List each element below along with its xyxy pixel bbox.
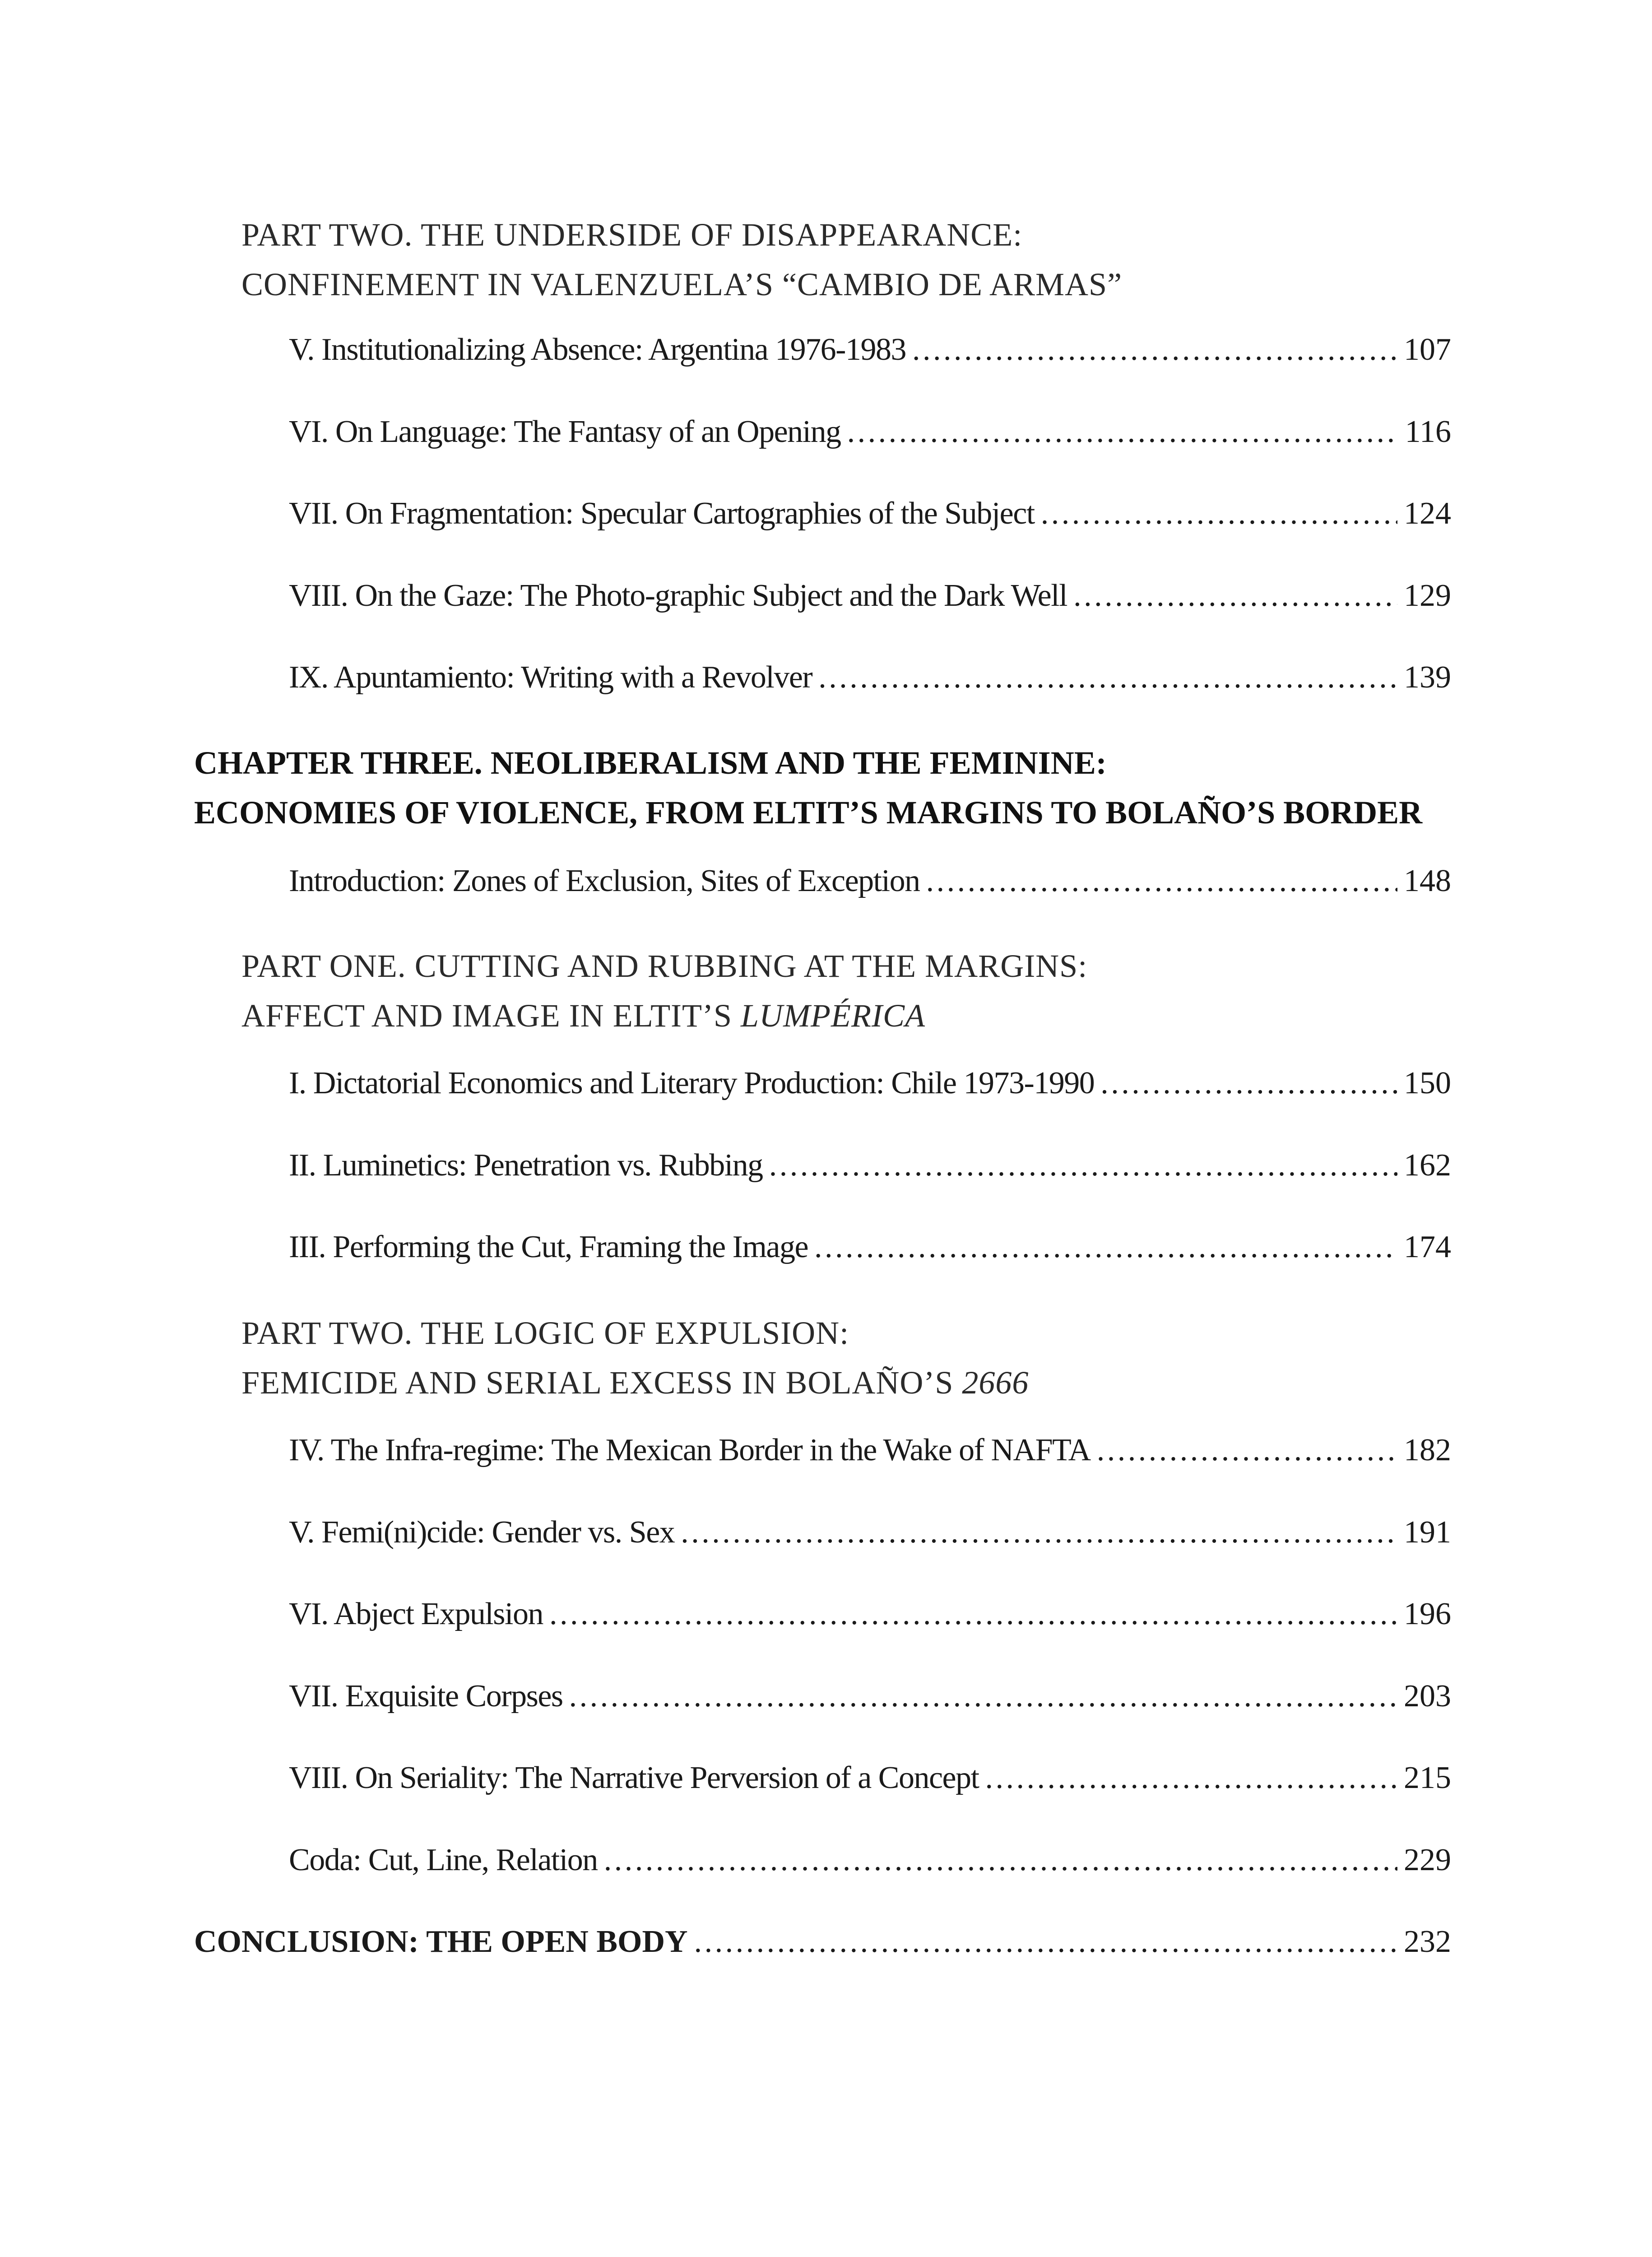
entry-title: VII. Exquisite Corpses [289, 1679, 563, 1714]
entry-page-number: 229 [1404, 1843, 1451, 1877]
dot-leader [1041, 496, 1397, 532]
heading-line: PART ONE. CUTTING AND RUBBING AT THE MARGINS: [241, 948, 1088, 984]
part-one-cutting-heading [241, 941, 1087, 1040]
entry-page-number: 191 [1404, 1515, 1451, 1550]
entry-title: VII. On Fragmentation: Specular Cartographies of the Subject [289, 496, 1035, 531]
dot-leader [769, 1147, 1397, 1184]
dot-leader [549, 1596, 1397, 1632]
dot-leader [1073, 578, 1397, 614]
entry-title: I. Dictatorial Economics and Literary Production: Chile 1973-1990 [289, 1066, 1095, 1101]
entry-page-number: 232 [1404, 1924, 1451, 1959]
entry-title: Introduction: Zones of Exclusion, Sites of Exception [289, 864, 920, 898]
entry-page-number: 107 [1404, 332, 1451, 367]
heading-line: CHAPTER THREE. NEOLIBERALISM AND THE FEMININE: [194, 745, 1107, 781]
heading-line [241, 1358, 1029, 1407]
toc-entry[interactable] [289, 1432, 1451, 1477]
heading-line: CONFINEMENT IN VALENZUELA’S “CAMBIO DE ARMAS” [241, 266, 1123, 302]
toc-entry-conclusion[interactable] [194, 1924, 1451, 1969]
entry-page-number: 124 [1404, 496, 1451, 531]
entry-title: VIII. On Seriality: The Narrative Perversion of a Concept [289, 1760, 979, 1795]
entry-title: VI. Abject Expulsion [289, 1597, 543, 1631]
italic-title: 2666 [962, 1365, 1029, 1401]
dot-leader [985, 1760, 1397, 1796]
entry-page-number: 129 [1404, 578, 1451, 613]
dot-leader [1097, 1432, 1397, 1468]
entry-page-number: 215 [1404, 1760, 1451, 1795]
entry-title: V. Femi(ni)cide: Gender vs. Sex [289, 1515, 675, 1550]
toc-entry[interactable] [289, 1842, 1451, 1887]
toc-entry[interactable] [289, 1065, 1451, 1110]
italic-title: LUMPÉRICA [741, 998, 925, 1034]
entry-page-number: 150 [1404, 1066, 1451, 1101]
entry-title: CONCLUSION: THE OPEN BODY [194, 1924, 688, 1959]
entry-title: Coda: Cut, Line, Relation [289, 1843, 598, 1877]
heading-line: PART TWO. THE LOGIC OF EXPULSION: [241, 1315, 849, 1351]
dot-leader [681, 1514, 1397, 1551]
dot-leader [818, 659, 1397, 696]
entry-page-number: 196 [1404, 1597, 1451, 1631]
toc-entry[interactable] [289, 1147, 1451, 1193]
heading-line: ECONOMIES OF VIOLENCE, FROM ELTIT’S MARGINS TO BOLAÑO’S BORDER [194, 794, 1423, 831]
toc-entry[interactable] [289, 1678, 1451, 1723]
entry-title: VI. On Language: The Fantasy of an Opening [289, 414, 841, 449]
part-two-underside-heading [241, 210, 1122, 309]
entry-page-number: 203 [1404, 1679, 1451, 1714]
dot-leader [1100, 1065, 1397, 1101]
entry-title: IX. Apuntamiento: Writing with a Revolver [289, 660, 812, 695]
entry-page-number: 162 [1404, 1148, 1451, 1183]
dot-leader [814, 1229, 1397, 1265]
entry-title: IV. The Infra-regime: The Mexican Border in the Wake of NAFTA [289, 1433, 1091, 1468]
entry-page-number: 148 [1404, 864, 1451, 898]
entry-page-number: 182 [1404, 1433, 1451, 1468]
entry-title: II. Luminetics: Penetration vs. Rubbing [289, 1148, 763, 1183]
entry-title: III. Performing the Cut, Framing the Image [289, 1230, 808, 1264]
chapter-three-heading [194, 738, 1422, 837]
dot-leader [604, 1842, 1397, 1878]
heading-text: FEMICIDE AND SERIAL EXCESS IN BOLAÑO’S [241, 1365, 962, 1401]
toc-entry[interactable] [289, 1596, 1451, 1641]
dot-leader [912, 332, 1397, 368]
toc-entry[interactable] [289, 659, 1451, 705]
entry-title: VIII. On the Gaze: The Photo-graphic Subject and the Dark Well [289, 578, 1067, 613]
toc-entry[interactable] [289, 332, 1451, 377]
dot-leader [569, 1678, 1397, 1714]
dot-leader [926, 863, 1397, 899]
toc-entry[interactable] [289, 863, 1451, 908]
toc-entry[interactable] [289, 1229, 1451, 1274]
toc-entry[interactable] [289, 578, 1451, 623]
entry-title: V. Institutionalizing Absence: Argentina 1976-1983 [289, 332, 906, 367]
toc-entry[interactable] [289, 496, 1451, 541]
entry-page-number: 116 [1405, 414, 1451, 449]
heading-line: PART TWO. THE UNDERSIDE OF DISAPPEARANCE: [241, 217, 1023, 253]
entry-page-number: 174 [1404, 1230, 1451, 1264]
part-two-expulsion-heading [241, 1308, 1029, 1407]
heading-line [241, 991, 1087, 1040]
heading-text: AFFECT AND IMAGE IN ELTIT’S [241, 998, 741, 1034]
toc-entry[interactable] [289, 1514, 1451, 1560]
toc-entry[interactable] [289, 414, 1451, 459]
dot-leader [847, 414, 1399, 450]
entry-page-number: 139 [1404, 660, 1451, 695]
dot-leader [694, 1924, 1397, 1960]
toc-entry[interactable] [289, 1760, 1451, 1805]
